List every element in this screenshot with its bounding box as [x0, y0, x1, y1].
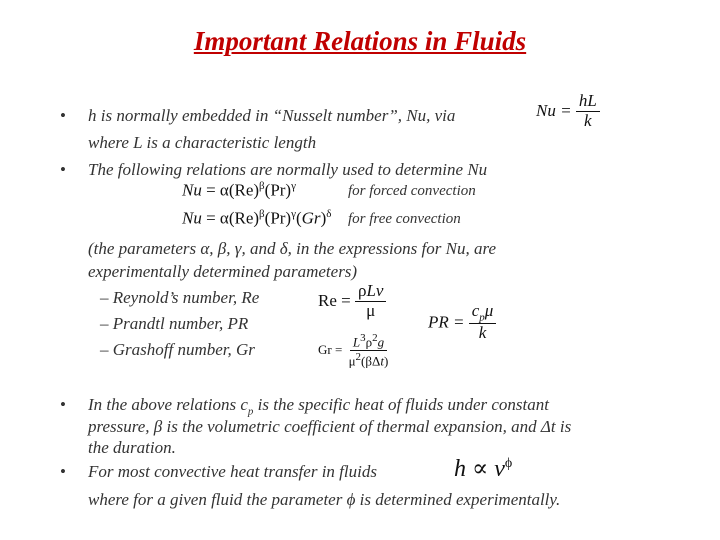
bullet-1-line-1: h is normally embedded in “Nusselt number”, Nu, via	[88, 106, 456, 125]
free-convection-label: for free convection	[348, 211, 461, 227]
bullet-2-line-1: The following relations are normally used to determine Nu	[88, 160, 488, 179]
forced-convection-equation: $Nu = \alpha(Re)^\beta(Pr)^\gamma$	[182, 180, 296, 200]
bullet-4-line-1: For most convective heat transfer in fluids	[88, 462, 377, 481]
grashoff-equation: Gr = $\frac{L^3\rho^2g}{\mu^2(\beta\Delta t)}$	[318, 332, 389, 368]
nusselt-definition-equation: Nu = $\frac{hL}{k}$	[536, 92, 600, 130]
parameters-note-line-1: (the parameters α, β, γ, and δ, in the expressions for Nu, are	[88, 239, 496, 258]
prandtl-equation: PR = $\frac{c_p\mu}{k}$	[428, 302, 496, 343]
bullet-3-line-1: In the above relations $c_p$ is the specific heat of fluids under constant	[88, 395, 549, 418]
sub-bullet-grashoff: – Grashoff number, Gr	[100, 340, 255, 359]
bullet-4-line-2: where for a given fluid the parameter ϕ is determined experimentally.	[88, 490, 561, 509]
bullet-1-line-2: where L is a characteristic length	[88, 133, 317, 152]
sub-bullet-prandtl: – Prandtl number, PR	[100, 314, 249, 333]
parameters-note-line-2: experimentally determined parameters)	[88, 262, 358, 281]
free-convection-equation: $Nu = \alpha(Re)^\beta(Pr)^\gamma(Gr)^\delta$	[182, 208, 332, 228]
reynolds-equation: Re = $\frac{\text{ρLv}}{\mu}$	[318, 282, 386, 320]
bullet-3-line-2: pressure, β is the volumetric coefficient of thermal expansion, and Δt is	[88, 417, 572, 436]
bullet-dot: •	[60, 395, 66, 414]
bullet-3-line-3: the duration.	[88, 438, 176, 457]
bullet-dot: •	[60, 106, 66, 125]
h-proportional-equation: $h \propto v^\phi$	[454, 456, 513, 482]
bullet-dot: •	[60, 462, 66, 481]
forced-convection-label: for forced convection	[348, 183, 476, 199]
page-title: Important Relations in Fluids	[193, 26, 527, 56]
sub-bullet-reynolds: – Reynold’s number, Re	[100, 288, 260, 307]
bullet-dot: •	[60, 160, 66, 179]
